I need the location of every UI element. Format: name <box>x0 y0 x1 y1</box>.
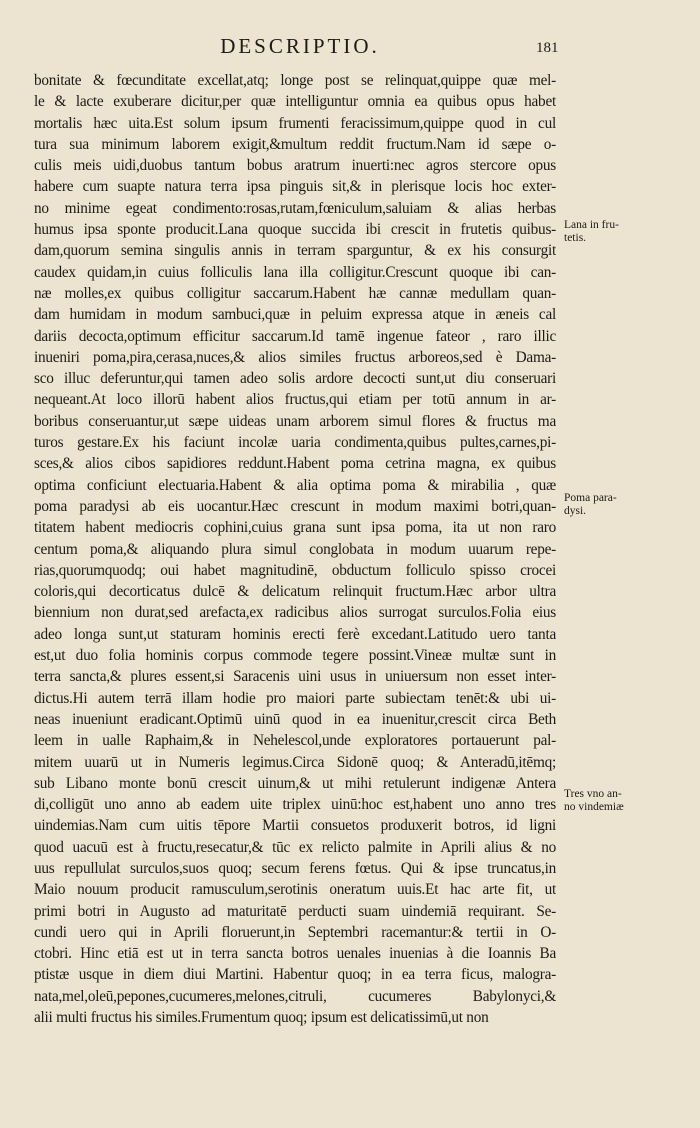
text-line: dam humidam in modum sambuci,quæ in peluim expressa atque in æneis cal <box>34 306 556 324</box>
margin-note-line: no vindemiæ <box>564 801 624 813</box>
text-line: tura sua minimum laborem exigit,&multum reddit fructum.Nam id sæpe o- <box>34 135 556 153</box>
text-line: turos gestare.Ex his faciunt incolæ uaria condimenta,quibus pultes,carnes,pi- <box>34 434 556 452</box>
margin-note-line: dysi. <box>564 505 587 517</box>
text-line: dariis decocta,optimum efficitur saccarum.Id tamē ingenue fateor , raro illic <box>34 327 556 345</box>
text-line: dam,quorum semina singulis annis in terram sparguntur, & ex his consurgit <box>34 242 556 260</box>
text-line: neas inueniunt eradicant.Optimū uinū quod in ea inuenitur,crescit circa Beth <box>34 710 556 728</box>
text-line: næ molles,ex quibus colligitur saccarum.Habent hæ cannæ medullam quan- <box>34 284 556 302</box>
text-line: quod uacuū est à fructu,resecatur,& tūc ex relicto palmite in Aprili alius & no <box>34 838 556 856</box>
text-line: coloris,qui decorticatus dulcē & delicatum relinquit fructum.Hæc arbor ultra <box>34 583 556 601</box>
margin-note-lana <box>564 219 696 245</box>
page-number: 181 <box>536 40 559 56</box>
text-line: primi botri in Augusto ad maturitatē perducti suam uindemiā requirant. Se- <box>34 902 556 920</box>
text-line: ctobri. Hinc etiā est ut in terra sancta botros uenales inuenias à die Ioannis Ba <box>34 945 556 963</box>
text-line: nequeant.At loco illorū habent alios fructus,qui etiam per totū annum in ar- <box>34 391 556 409</box>
text-line: dictus.Hi autem terrā illam hodie pro maiori parte subiectam tenēt:& ubi ui- <box>34 689 556 707</box>
text-line: centum poma,& aliquando plura simul conglobata in modum uuarum repe- <box>34 540 556 558</box>
text-line: sces,& alios cibos sapidiores reddunt.Habent poma cetrina magna, ex quibus <box>34 455 556 473</box>
text-line: uindemias.Nam cum uitis tēpore Martii consuetos produxerit botros, id ligni <box>34 817 556 835</box>
text-line: poma paradysi ab eis uocantur.Hæc crescunt in modum maximi botri,quan- <box>34 497 556 515</box>
text-line: no minime egeat condimento:rosas,rutam,fœniculum,saluiam & alias herbas <box>34 199 556 217</box>
text-line: bonitate & fœcunditate excellat,atq; longe post se relinquat,quippe quæ mel- <box>34 72 556 89</box>
text-line: caudex quidam,in cuius folliculis lana illa colligitur.Crescunt quoque ibi can- <box>34 263 556 281</box>
text-line: boribus conseruantur,ut sæpe uideas unam arborem simul flores & fructus ma <box>34 412 556 430</box>
margin-note-tres <box>564 788 696 814</box>
margin-note-line: Tres vno an- <box>564 788 622 800</box>
text-line: terra sancta,& plures essent,si Saracenis uini usus in uniuersum non esset inter- <box>34 668 556 686</box>
text-line: inueniri poma,pira,cerasa,nuces,& alios similes fructus arboreos,sed è Dama- <box>34 348 556 366</box>
text-line: Maio nouum producit ramusculum,serotinis oneratum uuis.Et hac arte fit, ut <box>34 881 556 899</box>
text-line: culis meis uidi,duobus tantum bobus aratrum inuerti:nec agros stercore opus <box>34 157 556 175</box>
text-line: leem in ualle Raphaim,& in Nehelescol,unde exploratores portauerunt pal- <box>34 732 556 750</box>
text-line: mortalis hæc uita.Est solum ipsum frumenti feracissimum,quippe quod in cul <box>34 114 556 132</box>
text-line: sub Libano monte bonū crescit uinum,& ut mihi retulerunt indigenæ Antera <box>34 774 556 792</box>
text-line: alii multi fructus his similes.Frumentum quoq; ipsum est delicatissimū,ut non <box>34 1009 489 1027</box>
text-line: humus ipsa sponte producit.Lana quoque succida ibi crescit in frutetis quibus- <box>34 221 556 239</box>
margin-note-line: tetis. <box>564 232 587 244</box>
text-line: ptistæ usque in diem diui Martini. Habentur quoq; in ea terra ficus, malogra- <box>34 966 556 984</box>
text-line: habere cum suapte natura terra ipsa pinguis sit,& in plerisque locis hoc exter- <box>34 178 556 196</box>
text-line: di,colligūt uno anno ab eadem uite triplex uinū:hoc est,habent uno anno tres <box>34 796 556 814</box>
text-line: nata,mel,oleū,pepones,cucumeres,melones,citruli, cucumeres Babylonyci,& <box>34 987 556 1005</box>
text-line: mitem uuarū ut in Numeris legimus.Circa Sidonē quoq; & Anteradū,itēmq; <box>34 753 556 771</box>
margin-note-poma <box>564 492 696 518</box>
text-line: le & lacte exuberare dicitur,per quæ intelliguntur omnia ea quibus opus habet <box>34 93 556 111</box>
text-line: biennium non durat,sed arefacta,ex radicibus alios surrogat surculos.Folia eius <box>34 604 556 622</box>
text-line: sco illuc deferuntur,qui tamen adeo solis ardore decocti sunt,ut diu conseruari <box>34 370 556 388</box>
text-line: est,ut duo folia hominis corpus commode tegere possint.Vineæ multæ sunt in <box>34 647 556 665</box>
text-line: optima conficiunt electuaria.Habent & alia optima poma & mirabilia , quæ <box>34 476 556 494</box>
margin-note-line: Poma para- <box>564 492 617 504</box>
text-line: rias,quorumquodq; oui habet magnitudinē, obductum folliculo spisso crocei <box>34 561 556 579</box>
running-header: DESCRIPTIO. <box>220 34 380 58</box>
margin-note-line: Lana in fru- <box>564 219 619 231</box>
text-line: adeo longa sunt,ut staturam hominis erecti ferè excedant.Latitudo uero tanta <box>34 625 556 643</box>
text-line: uus repullulat surculos,suos quoq; secum ferens fœtus. Qui & ipse truncatus,in <box>34 859 556 877</box>
text-line: titatem habent mediocris cophini,cuius grana sunt ipsa poma, ita ut non raro <box>34 519 556 537</box>
body-text <box>34 70 556 1028</box>
text-line: cundi uero qui in Aprili floruerunt,in Septembri racemantur:& tertii in O- <box>34 923 556 941</box>
